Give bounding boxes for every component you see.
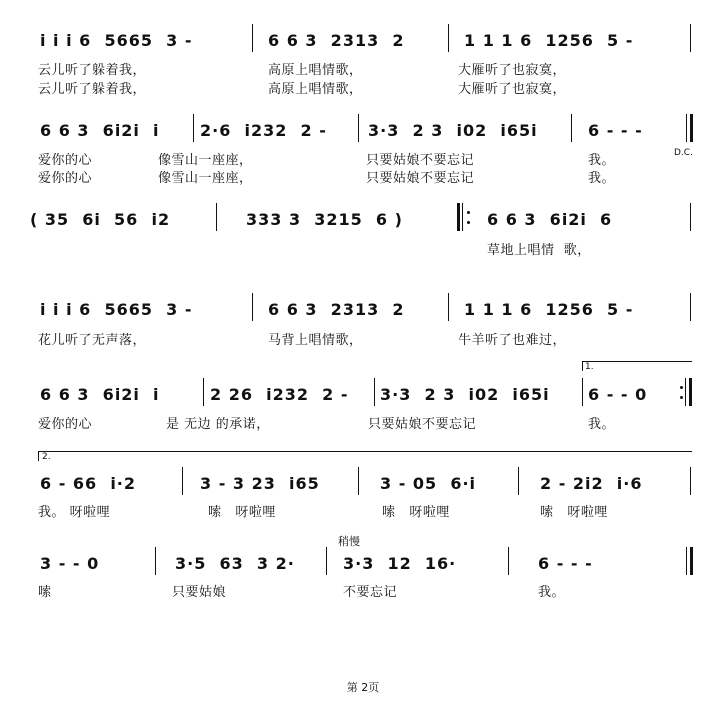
lyric-line: 云儿听了躲着我， <box>38 63 147 78</box>
measure-notes: 6 - - - <box>588 121 643 140</box>
barline <box>155 547 156 575</box>
page-number: 第 2页 <box>346 681 380 694</box>
lyric-line: 像雪山一座座， <box>158 153 253 168</box>
dc-marking: D.C. <box>674 148 693 158</box>
lyric-line: 我。 <box>588 417 616 432</box>
barline <box>690 293 691 321</box>
lyric-line: 像雪山一座座， <box>158 171 253 186</box>
final-barline-thick <box>690 114 693 142</box>
lyric-line: 我。 <box>588 153 616 168</box>
volta-one-label: 1. <box>585 362 594 372</box>
lyric-line: 嗦 <box>38 585 52 600</box>
repeat-barline-thick <box>689 378 692 406</box>
lyric-line: 高原上唱情歌， <box>268 82 363 97</box>
measure-notes: i i i 6 5665 3 - <box>40 300 193 319</box>
measure-notes: 1 1 1 6 1256 5 - <box>464 300 634 319</box>
volta-two-bracket <box>38 451 692 452</box>
lyric-line: 大雁听了也寂寞， <box>458 82 567 97</box>
measure-notes: 2·6 i232 2 - <box>200 121 327 140</box>
measure-notes: 6 - - 0 <box>588 385 648 404</box>
repeat-dot <box>680 386 683 389</box>
barline <box>193 114 194 142</box>
barline <box>690 467 691 495</box>
barline <box>326 547 327 575</box>
repeat-dot <box>467 211 470 214</box>
barline <box>582 378 583 406</box>
lyric-line: 我。 呀啦哩 <box>38 505 111 520</box>
barline <box>203 378 204 406</box>
lyric-line: 只要姑娘不要忘记 <box>366 153 475 168</box>
final-barline-thin <box>686 547 687 575</box>
barline <box>690 203 691 231</box>
repeat-barline-thin <box>462 203 463 231</box>
barline <box>508 547 509 575</box>
final-barline-thin <box>686 114 687 142</box>
measure-notes: 1 1 1 6 1256 5 - <box>464 31 634 50</box>
barline <box>252 24 253 52</box>
measure-notes: 6 6 3 6i2i i <box>40 121 160 140</box>
barline <box>374 378 375 406</box>
measure-notes: 3·3 12 16· <box>343 554 457 573</box>
repeat-barline-thin <box>685 378 686 406</box>
final-barline-thick <box>690 547 693 575</box>
lyric-line: 我。 <box>538 585 566 600</box>
lyric-line: 不要忘记 <box>343 585 398 600</box>
barline <box>358 114 359 142</box>
lyric-line: 牛羊听了也难过， <box>458 333 567 348</box>
barline <box>690 24 691 52</box>
barline <box>448 24 449 52</box>
barline <box>571 114 572 142</box>
barline <box>182 467 183 495</box>
measure-notes: 3 - 3 23 i65 <box>200 474 320 493</box>
barline <box>448 293 449 321</box>
measure-notes: 2 26 i232 2 - <box>210 385 349 404</box>
lyric-line: 只要姑娘不要忘记 <box>366 171 475 186</box>
barline <box>518 467 519 495</box>
barline <box>252 293 253 321</box>
lyric-line: 是 无边 的承诺， <box>166 417 270 432</box>
lyric-line: 花儿听了无声落， <box>38 333 147 348</box>
measure-notes: ( 35 6i 56 i2 <box>30 210 171 229</box>
lyric-line: 爱你的心 <box>38 171 93 186</box>
repeat-dot <box>680 396 683 399</box>
measure-notes: 3·3 2 3 i02 i65i <box>368 121 538 140</box>
measure-notes: i i i 6 5665 3 - <box>40 31 193 50</box>
volta-two-label: 2. <box>42 452 51 462</box>
measure-notes: 6 6 3 6i2i 6 <box>487 210 613 229</box>
lyric-line: 云儿听了躲着我， <box>38 82 147 97</box>
lyric-line: 爱你的心 <box>38 153 93 168</box>
measure-notes: 6 - - - <box>538 554 593 573</box>
lyric-line: 爱你的心 <box>38 417 93 432</box>
lyric-line: 只要姑娘 <box>172 585 227 600</box>
lyric-line: 我。 <box>588 171 616 186</box>
measure-notes: 6 6 3 2313 2 <box>268 31 405 50</box>
lyric-line: 只要姑娘不要忘记 <box>368 417 477 432</box>
measure-notes: 2 - 2i2 i·6 <box>540 474 643 493</box>
lyric-line: 大雁听了也寂寞， <box>458 63 567 78</box>
repeat-dot <box>467 221 470 224</box>
barline <box>216 203 217 231</box>
lyric-line: 嗦 呀啦哩 <box>540 505 608 520</box>
measure-notes: 6 - 66 i·2 <box>40 474 137 493</box>
barline <box>358 467 359 495</box>
lyric-line: 高原上唱情歌， <box>268 63 363 78</box>
volta-one-tick <box>582 361 583 371</box>
tempo-marking: 稍慢 <box>338 535 360 548</box>
measure-notes: 3·3 2 3 i02 i65i <box>380 385 550 404</box>
lyric-line: 草地上唱情 歌， <box>487 243 591 258</box>
volta-two-tick <box>38 451 39 461</box>
measure-notes: 6 6 3 6i2i i <box>40 385 160 404</box>
measure-notes: 3 - - 0 <box>40 554 100 573</box>
lyric-line: 嗦 呀啦哩 <box>382 505 450 520</box>
lyric-line: 马背上唱情歌， <box>268 333 363 348</box>
repeat-barline-thick <box>457 203 460 231</box>
measure-notes: 3·5 63 3 2· <box>175 554 295 573</box>
lyric-line: 嗦 呀啦哩 <box>208 505 276 520</box>
measure-notes: 333 3 3215 6 ) <box>246 210 403 229</box>
volta-one-bracket <box>582 361 692 362</box>
measure-notes: 3 - 05 6·i <box>380 474 477 493</box>
measure-notes: 6 6 3 2313 2 <box>268 300 405 319</box>
